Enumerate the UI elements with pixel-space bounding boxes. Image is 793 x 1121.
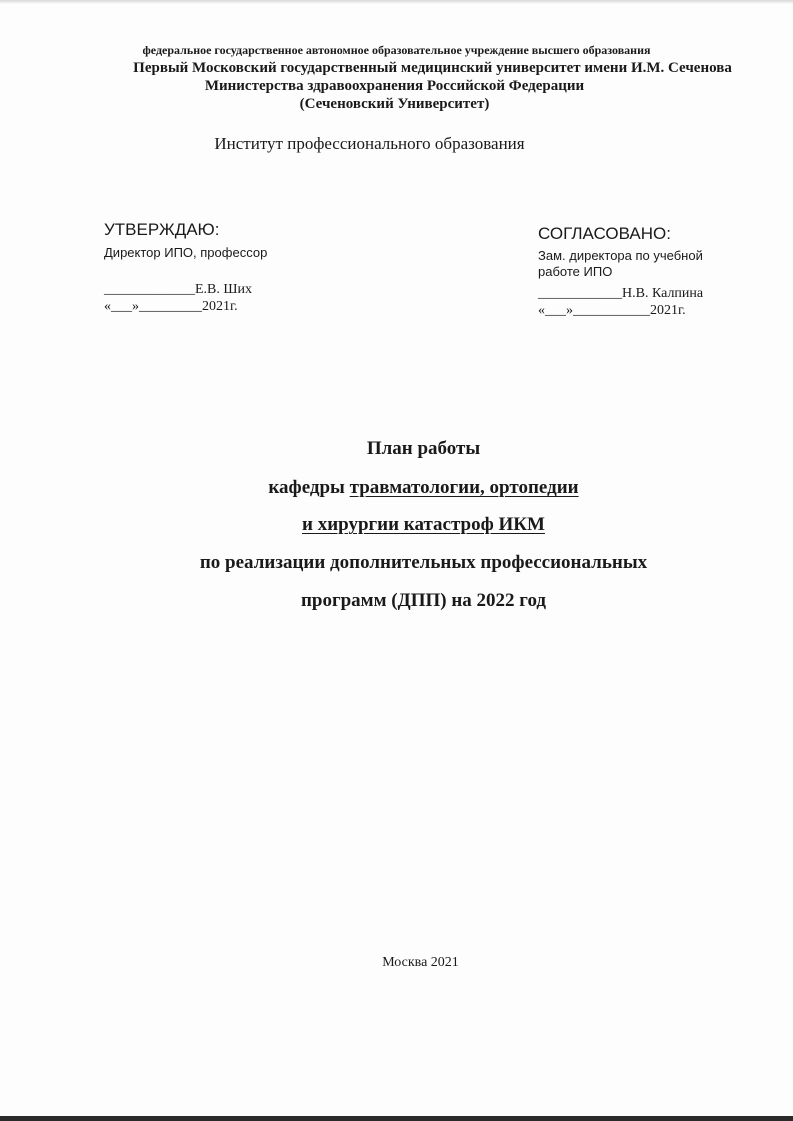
approve-date-line: «___»_________2021г.	[104, 299, 238, 314]
approve-heading: УТВЕРЖДАЮ:	[104, 220, 220, 239]
city-year: Москва 2021	[382, 955, 459, 970]
ministry-name: Министерства здравоохранения Российской Федерации	[204, 78, 585, 94]
department-line	[27, 477, 793, 499]
approve-role: Директор ИПО, профессор	[104, 245, 268, 260]
approve-signature-line: _____________Е.В. Ших	[104, 282, 253, 297]
agree-date-line: «___»___________2021г.	[538, 303, 686, 318]
agree-role: Зам. директора по учебной работе ИПО	[538, 248, 703, 279]
university-name: Первый Московский государственный медицинский университет имени И.М. Сеченова	[133, 60, 732, 76]
scan-edge-bottom	[0, 1116, 793, 1121]
org-type-line: федеральное государственное автономное образовательное учреждение высшего образования	[142, 43, 651, 57]
scan-edge-top	[0, 0, 793, 4]
department-name-part2: и хирургии катастроф ИКМ	[302, 514, 545, 535]
plan-title: План работы	[366, 438, 481, 459]
department-name-part2-line	[27, 514, 793, 536]
agree-heading: СОГЛАСОВАНО:	[538, 224, 671, 243]
university-short-name: (Сеченовский Университет)	[299, 96, 490, 112]
programs-year-line: программ (ДПП) на 2022 год	[300, 590, 547, 611]
department-prefix: кафедры	[268, 477, 350, 498]
department-name-part1: травматологии, ортопедии	[349, 477, 579, 498]
purpose-line: по реализации дополнительных профессиональных	[199, 552, 648, 573]
agree-signature-line: ____________Н.В. Калпина	[538, 286, 704, 301]
institute-name: Институт профессионального образования	[214, 134, 525, 153]
